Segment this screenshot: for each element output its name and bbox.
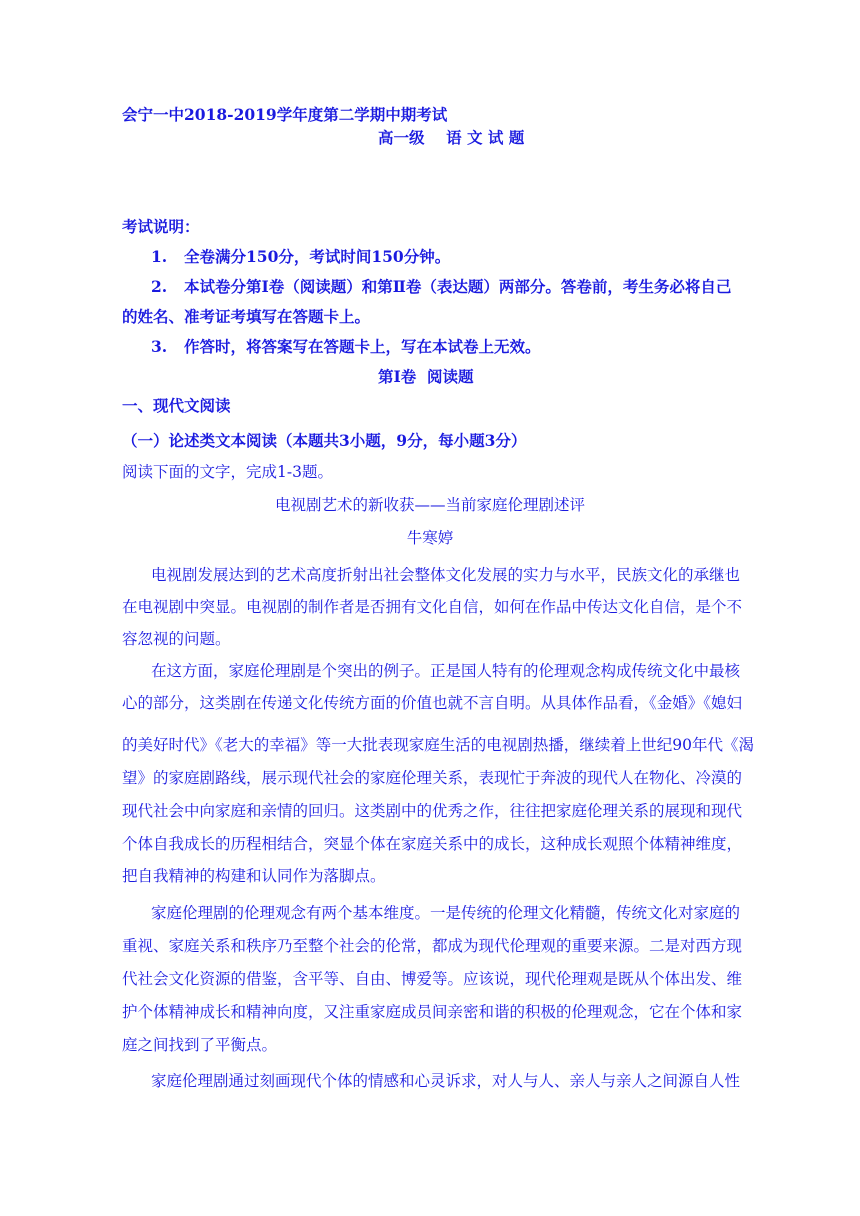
paragraph-3-line-5: 庭之间找到了平衡点。 [122, 1036, 278, 1054]
instruction-item-3: 作答时，将答案写在答题卡上，写在本试卷上无效。 [184, 337, 541, 356]
paragraph-1-line-3: 容忽视的问题。 [122, 630, 231, 648]
reading-prompt: 阅读下面的文字，完成1-3题。 [122, 463, 333, 481]
part-title: 第Ⅰ卷 阅读题 [378, 367, 474, 386]
paragraph-2-line-2: 心的部分，这类剧在传递文化传统方面的价值也就不言自明。从具体作品看，《金婚》《媳妇 [122, 694, 743, 712]
instruction-item-2-line-1: 本试卷分第Ⅰ卷（阅读题）和第Ⅱ卷（表达题）两部分。答卷前，考生务必将自己 [184, 277, 732, 296]
paragraph-2-line-5: 现代社会中向家庭和亲情的回归。这类剧中的优秀之作，往往把家庭伦理关系的展现和现代 [122, 802, 743, 820]
school-exam-title: 会宁一中2018-2019学年度第二学期中期考试 [122, 105, 448, 124]
paragraph-2-line-1: 在这方面，家庭伦理剧是个突出的例子。正是国人特有的伦理观念构成传统文化中最核 [151, 662, 741, 680]
paragraph-3-line-4: 护个体精神成长和精神向度，又注重家庭成员间亲密和谐的积极的伦理观念，它在个体和家 [122, 1003, 743, 1021]
paragraph-2-line-3: 的美好时代》《老大的幸福》等一大批表现家庭生活的电视剧热播，继续着上世纪90年代《渴 [122, 736, 754, 754]
instruction-number-2: 2. [151, 277, 168, 296]
section-subheading: （一）论述类文本阅读（本题共3小题，9分，每小题3分） [122, 431, 527, 450]
paragraph-4-line-1: 家庭伦理剧通过刻画现代个体的情感和心灵诉求，对人与人、亲人与亲人之间源自人性 [151, 1072, 741, 1090]
paragraph-1-line-2: 在电视剧中突显。电视剧的制作者是否拥有文化自信，如何在作品中传达文化自信，是个不 [122, 598, 743, 616]
article-author: 牛寒婷 [406, 529, 454, 547]
paragraph-2-line-4: 望》的家庭剧路线，展示现代社会的家庭伦理关系，表现忙于奔波的现代人在物化、冷漠的 [122, 769, 743, 787]
paragraph-1-line-1: 电视剧发展达到的艺术高度折射出社会整体文化发展的实力与水平，民族文化的承继也 [151, 566, 741, 584]
section-heading: 一、现代文阅读 [122, 396, 231, 415]
paragraph-3-line-3: 代社会文化资源的借鉴，含平等、自由、博爱等。应该说，现代伦理观是既从个体出发、维 [122, 970, 743, 988]
paragraph-3-line-1: 家庭伦理剧的伦理观念有两个基本维度。一是传统的伦理文化精髓，传统文化对家庭的 [151, 904, 741, 922]
instruction-number-3: 3. [151, 337, 168, 356]
article-title: 电视剧艺术的新收获——当前家庭伦理剧述评 [274, 496, 585, 514]
paragraph-2-line-7: 把自我精神的构建和认同作为落脚点。 [122, 867, 386, 885]
paragraph-3-line-2: 重视、家庭关系和秩序乃至整个社会的伦常，都成为现代伦理观的重要来源。二是对西方现 [122, 937, 743, 955]
exam-subtitle: 高一级 语 文 试 题 [378, 128, 525, 147]
instruction-number-1: 1. [151, 247, 168, 266]
instruction-item-2-line-2: 的姓名、准考证考填写在答题卡上。 [122, 307, 371, 326]
paragraph-2-line-6: 个体自我成长的历程相结合，突显个体在家庭关系中的成长，这种成长观照个体精神维度， [122, 835, 743, 853]
instruction-item-1: 全卷满分150分，考试时间150分钟。 [184, 247, 451, 266]
instructions-heading: 考试说明： [122, 217, 200, 236]
